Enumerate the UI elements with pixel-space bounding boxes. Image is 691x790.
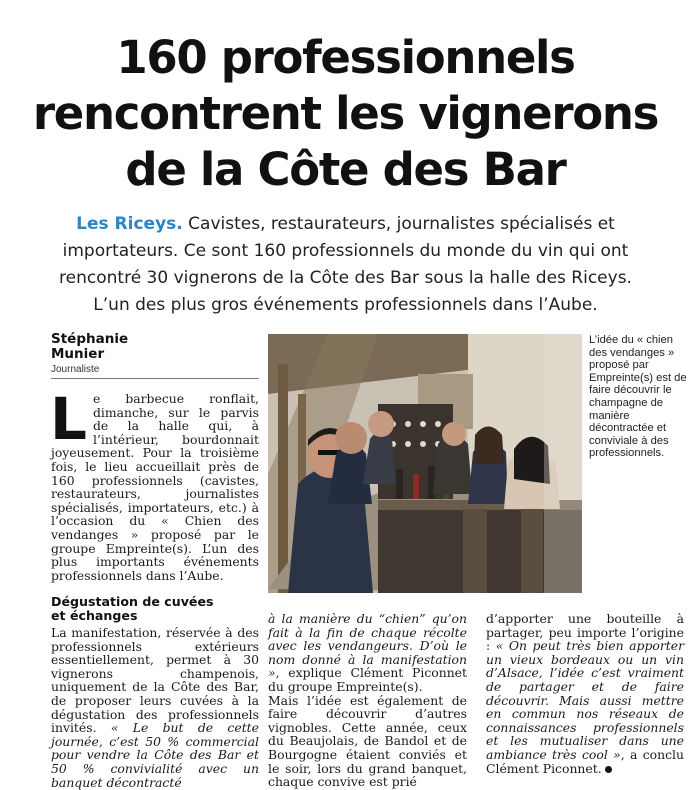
drop-cap: L <box>50 385 87 453</box>
quote-text: « On peut très bien apporter un vieux bordeaux ou un vin d’Alsace, l’idée c’est vraiment de partager et de faire découvrir. Mais aussi mettre en commun nos réseaux de connaissances professionnels et les mutualiser dans une ambiance très cool » <box>486 638 684 762</box>
headline-line: rencontrent les vignerons <box>32 87 659 140</box>
article-column-2 <box>268 612 467 789</box>
paragraph-text: d’apporter une bouteille à partager, peu importe l’origine : <box>486 611 684 654</box>
subheading-line: Dégustation de cuvées <box>51 594 214 609</box>
quote-text: « Le but de cette journée, c’est 50 % commercial pour vendre la Côte des Bar et 50 % convivialité avec un banquet décontracté <box>51 720 259 790</box>
headline <box>10 30 681 198</box>
headline-line: de la Côte des Bar <box>125 143 566 196</box>
byline <box>51 332 161 377</box>
author-role: Journaliste <box>51 364 100 375</box>
end-of-article-bullet <box>605 766 612 773</box>
lead-paragraph <box>40 211 651 319</box>
article-intro <box>50 385 259 583</box>
byline-divider <box>51 378 259 379</box>
quote-text: à la manière du “chien” qu’on fait à la fin de chaque récolte avec les vendangeurs. D’où le nom donné à la manifestation » <box>268 611 467 681</box>
subheading <box>51 595 259 622</box>
lead-place: Les Riceys. <box>76 214 183 234</box>
lead-text: Cavistes, restaurateurs, journalistes spécialisés et importateurs. Ce sont 160 professionnels du monde du vin qui ont rencontré 30 vignerons de la Côte des Bar sous la halle des Riceys. L’un des plus gros événements professionnels dans l’Aube. <box>59 214 632 315</box>
photo-caption: L’idée du « chien des vendanges » proposé par Empreinte(s) est de faire découvrir le champagne de manière décontractée et conviviale à des professionnels. <box>589 334 687 460</box>
article-paragraph: Mais l’idée est également de faire découvrir d’autres vignobles. Cette année, ceux du Beaujolais, de Bandol et de Bourgogne étaient conviés et le soir, lors du grand banquet, chaque convive est prié <box>268 692 467 790</box>
intro-text: e barbecue ronflait, dimanche, sur le parvis de la halle qui, à l’intérieur, bourdonnait joyeusement. Pour la troisième fois, le lieu accueillait près de 160 professionnels (cavistes, restaurateurs, journalistes spécialisés, importateurs, etc.) à l’occasion du « Chien des vendanges » proposé par le groupe Empreinte(s). L’un des plus importants événements professionnels dans l’Aube. <box>51 391 259 583</box>
paragraph-text: La manifestation, réservée à des professionnels extérieurs essentiellement, permet à 30 vignerons champenois, uniquement de la Côte des Bar, de proposer leurs cuvées à la dégustation des professionnels invités. <box>51 625 259 736</box>
subheading-line: et échanges <box>51 607 138 623</box>
paragraph-text: , a conclu Clément Piconnet. <box>486 746 685 776</box>
article-photo <box>268 334 582 593</box>
wine-tasting-photo <box>268 334 582 593</box>
article-column-3 <box>486 612 684 775</box>
article-paragraph <box>268 612 467 694</box>
paragraph-text: , explique Clément Piconnet du groupe Empreinte(s). <box>268 665 467 694</box>
headline-line: 160 professionnels <box>116 31 575 84</box>
article-paragraph <box>51 626 259 789</box>
author-name: Stéphanie <box>51 331 129 347</box>
author-name: Munier <box>51 346 105 362</box>
